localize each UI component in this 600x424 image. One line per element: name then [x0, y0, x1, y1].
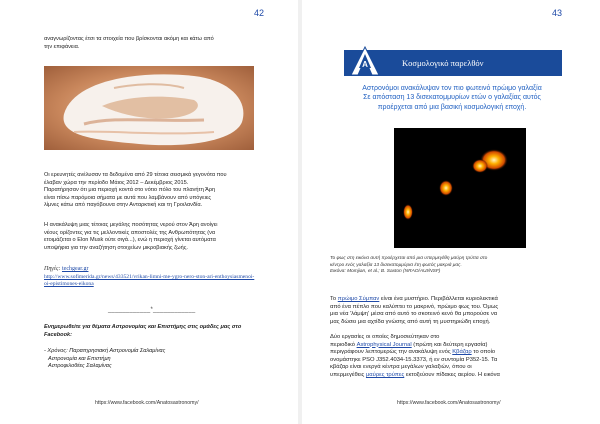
page-number: 42: [254, 8, 265, 18]
text-line: [330, 349, 580, 357]
text-line: υποψήφια για την αναζήτηση στοιχείων μικροβιακής ζωής.: [44, 244, 188, 251]
intro-paragraph: [44, 36, 264, 51]
quasar-radio-image: [394, 128, 526, 248]
text-fragment: υπερμεγέθεις: [330, 371, 366, 378]
text-fragment: εκτοξεύουν πίδακες αερίου. Η εικόνα: [404, 371, 500, 378]
list-item: Αστροφιλοθέες Σαλαμίνας: [48, 363, 112, 370]
text-fragment: είναι ένα μυστήριο. Περιβάλλεται κυριολεκτικά: [379, 296, 498, 302]
svg-text:A: A: [362, 60, 368, 69]
text-line: Facebook:: [44, 331, 72, 338]
text-line: Αστρονόμοι ανακάλυψαν τον πιο φωτεινό πρώιμο γαλαξία: [362, 85, 542, 92]
mars-south-pole-image: [44, 66, 254, 150]
paragraph-data-analysis: [44, 172, 266, 210]
text-fragment: Το: [330, 296, 337, 302]
astronomy-logo-icon: [350, 46, 380, 76]
paragraph-discovery: [44, 222, 266, 252]
link-astrophysical-journal[interactable]: Astrophysical Journal: [356, 341, 412, 348]
text-line: προέρχεται από μια βασική κοσμολογική εποχή.: [377, 103, 527, 111]
text-line: νέους ορίζοντες για τις μελλοντικές αποστολές της Ανθρωπότητας (να: [44, 229, 216, 236]
page-footer: https://www.facebook.com/Anatosastronomy/: [397, 400, 501, 406]
text-line: κβάζαρ είναι ενεργά κέντρα μεγάλων γαλαξιών, όπου οι: [330, 364, 472, 371]
facebook-groups-list: [44, 348, 266, 371]
text-line: Οι ερευνητές ανέλυσαν τα δεδομένα από 29 τέτοια σεισμικά γεγονότα που: [44, 172, 227, 178]
text-line: μας δώσει μια αχτίδα γνώσης από αυτή τη μυστηριώδη εποχή.: [330, 318, 491, 325]
section-banner: [344, 50, 562, 76]
text-line: Το φως στη εικόνα αυτή προέρχεται από μια υπερμεγέθη μαύρη τρύπα στο: [330, 256, 488, 261]
left-page: [0, 0, 298, 424]
paragraph-quasar: [330, 334, 580, 380]
text-line: [330, 296, 580, 304]
link-black-holes[interactable]: μαύρες τρύπες: [365, 371, 405, 378]
text-line: αναγνωρίζοντας έτσι τα στοιχεία που βρίσκονται ακόμη και κάτω από: [44, 36, 214, 42]
source-link-sofimerida[interactable]: http://www.sofimerida.gr/news/433521/vrikan-limni-me-ygro-nero-ston-ari-enthoysiasmenoi-oi-epistimones-eikona: [44, 274, 255, 288]
banner-title: Κοσμολογικό παρελθόν: [402, 58, 484, 68]
text-line: λίμνες κάτω από παγόβουνα στην Ανταρκτική και τη Γροιλανδία.: [44, 202, 203, 209]
text-line: την επιφάνεια.: [44, 43, 80, 50]
sources-label: Πηγές:: [44, 266, 61, 272]
link-quasar[interactable]: Κβάζαρ: [452, 349, 472, 356]
text-line: μια νέα 'λάμψη' μέσα από αυτό το σκοτεινό κενό θα μπορούσε να: [330, 311, 498, 318]
text-line: ετοιμάζεται ο Elon Musk ούτε σιγά...), ενώ η περιοχή γίνεται αυτόματα: [44, 237, 216, 244]
link-early-universe[interactable]: πρώιμο Σύμπαν: [337, 296, 380, 302]
page-footer: https://www.facebook.com/Anatosastronomy/: [95, 400, 199, 406]
text-line: είναι πίσω παρόμοια σήματα με αυτά που λαμβάνουν από υπόγειες: [44, 194, 212, 201]
text-line: Η ανακάλυψη μιας τέτοιας μεγάλης ποσότητας νερού στον Άρη ανοίγει: [44, 222, 218, 228]
facebook-note: [44, 324, 266, 339]
text-fragment: (πρώτη και δεύτερη εργασία): [411, 341, 488, 348]
source-link-techgear[interactable]: techgear.gr: [61, 266, 89, 272]
text-line: [330, 372, 580, 380]
text-fragment: το οποίο: [471, 349, 496, 356]
paragraph-early-universe: [330, 296, 580, 326]
list-item: Αστρονομία και Επιστήμη: [48, 355, 111, 362]
text-fragment: περιοδικό: [330, 341, 357, 348]
list-item: - Χρόνος: Παρατηρησιακή Αστρονομία Σαλαμίνας: [44, 348, 166, 354]
section-divider: ____________*____________: [108, 307, 196, 313]
page-number: 43: [552, 8, 563, 18]
text-line: Εικόνα: Momjian, et al.; B. Saxton (NRAO/AUI/NSF): [330, 269, 441, 275]
text-line: Ενημερωθείτε για θέματα Αστρονομίας και Επιστήμης στις ομάδες μας στο: [44, 324, 242, 330]
right-page: [302, 0, 600, 424]
text-line: έλαβαν χώρα την περίοδο Μάιος 2012 – Δεκέμβριος 2015.: [44, 179, 189, 186]
text-line: από ένα πέπλο που καλύπτει το μακρινό, πρώιμο φως του. Όμως: [330, 303, 499, 310]
sources: [44, 266, 88, 272]
text-fragment: περιγράφουν λεπτομερώς την ανακάλυψη ενός: [330, 349, 453, 356]
text-line: κέντρο ενός γαλαξία 13 δισεκατομμύρια έτη φωτός μακριά μας.: [330, 262, 462, 268]
article-subtitle: [330, 84, 574, 112]
text-line: Δύο εργασίες οι οποίες δημοσιεύτηκαν στο: [330, 334, 440, 340]
text-line: ονομάστηκε PSO J352.4034-15.3373, ή εν συντομία P352-15. Τα: [330, 356, 498, 363]
text-line: Παρατήρησαν ότι μια περιοχή κοντά στο νότιο πόλο του πλανήτη Άρη: [44, 187, 216, 194]
image-caption: [330, 256, 580, 276]
text-line: Σε απόσταση 13 δισεκατομμυρίων ετών ο γαλαξίας αυτός: [363, 94, 541, 102]
